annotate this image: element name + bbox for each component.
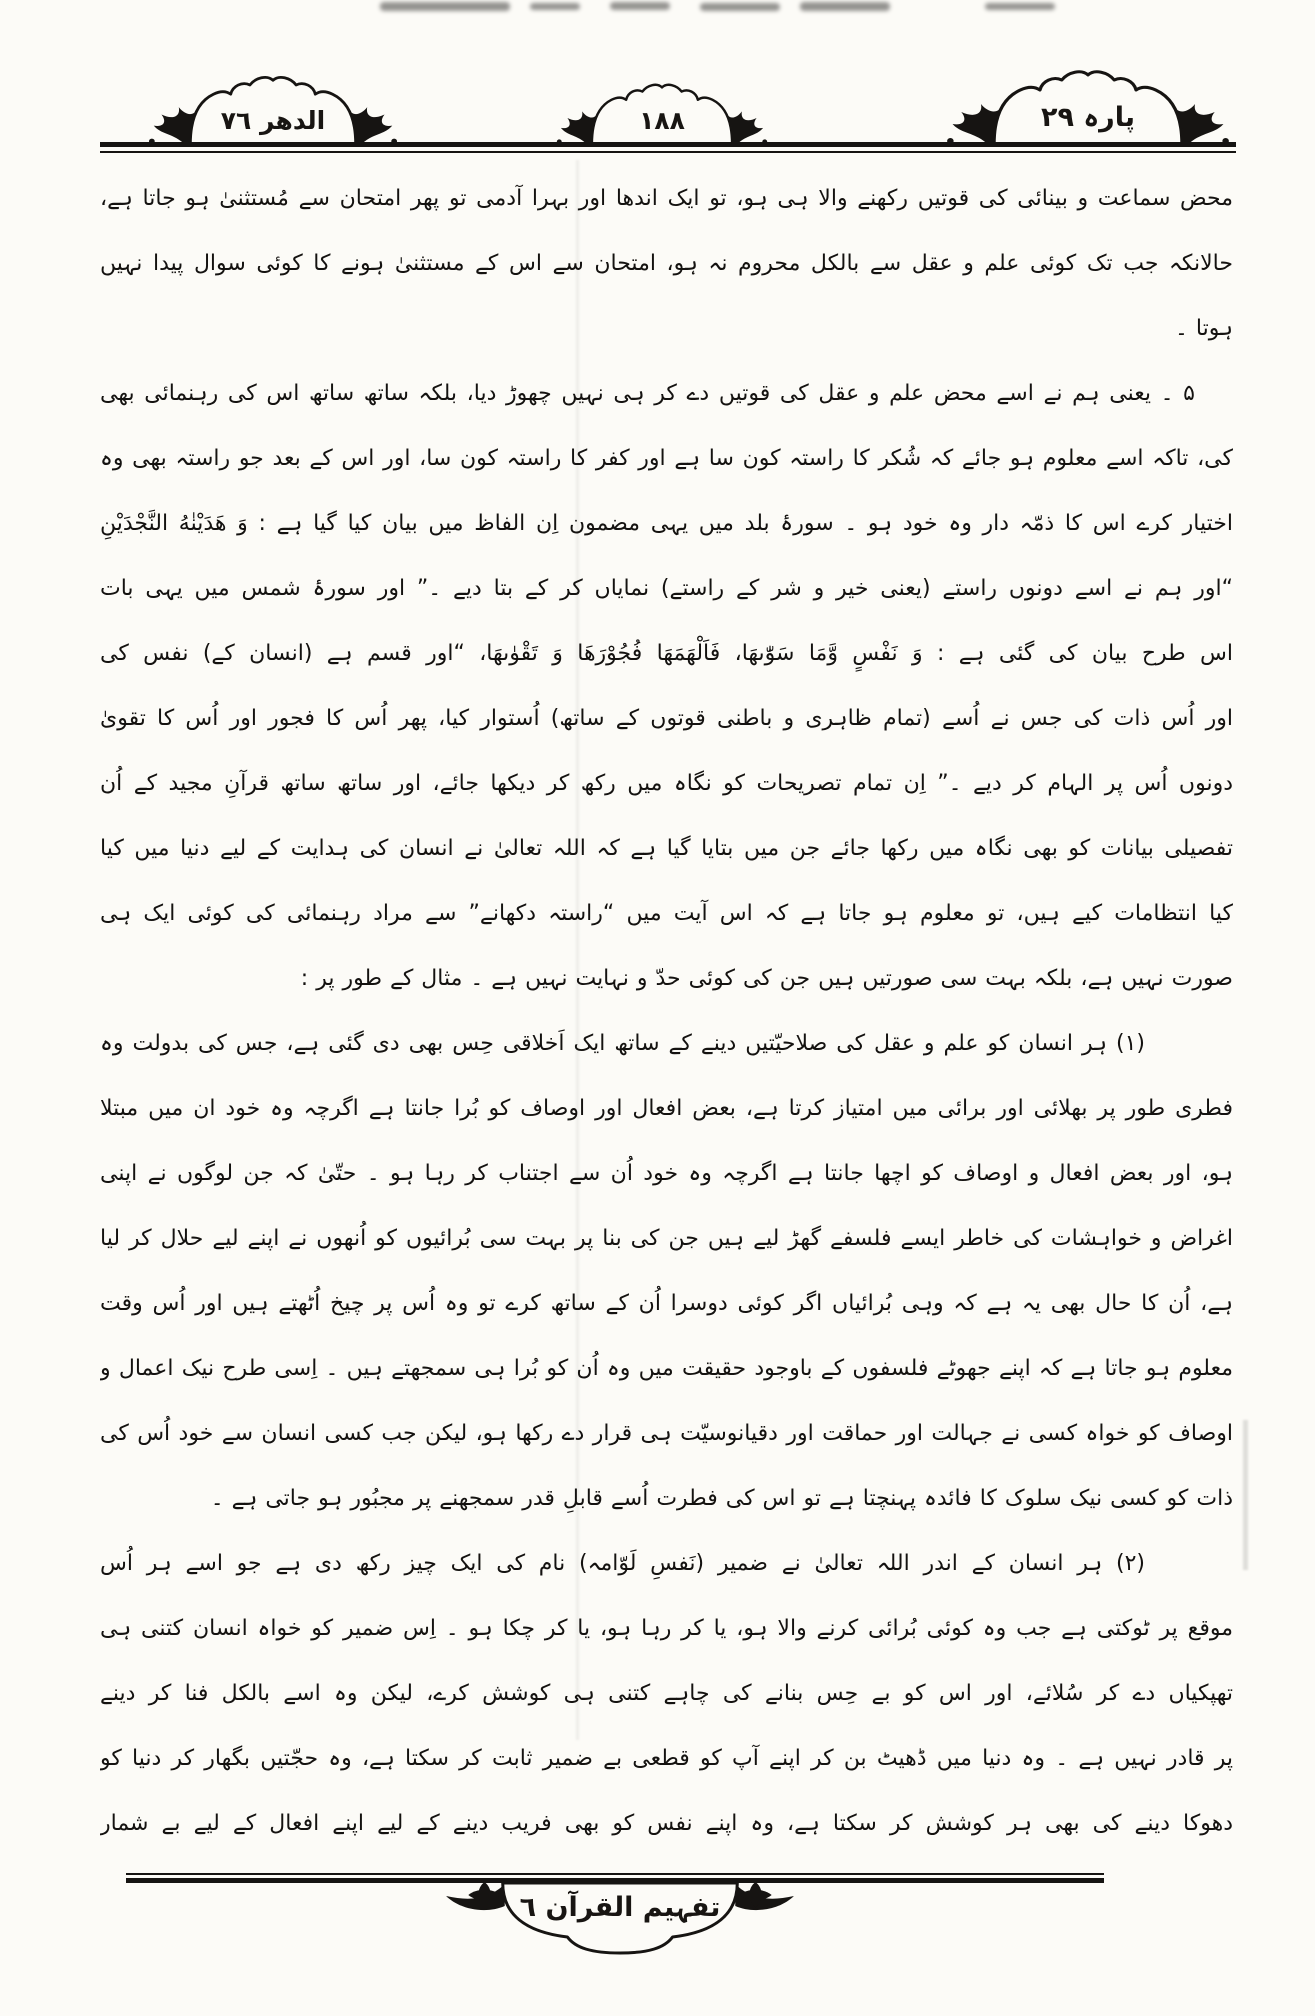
surah-name-label: الدهر ٧٦ bbox=[220, 106, 326, 135]
text-line: “اور ہم نے اسے دونوں راستے (یعنی خیر و شر کے راستے) نمایاں کر کے بتا دیے ۔” اور سورۂ شمس میں یہی بات bbox=[100, 576, 1233, 601]
text-line: اختیار کرے اس کا ذمّہ دار وہ خود ہو ۔ سورۂ بلد میں یہی مضمون اِن الفاظ میں بیان کیا گیا ہے : وَ هَدَيْنٰهُ النَّجْدَيْنِ bbox=[100, 511, 1233, 536]
scan-artifact bbox=[380, 2, 510, 11]
text-line: صورت نہیں ہے، بلکہ بہت سی صورتیں ہیں جن کی کوئی حدّ و نہایت نہیں ہے ۔ مثال کے طور پر : bbox=[300, 966, 1233, 991]
text-line: ۵ ۔ یعنی ہم نے اسے محض علم و عقل کی قوتیں دے کر ہی نہیں چھوڑ دیا، بلکہ ساتھ ساتھ اس کی رہنمائی بھی bbox=[100, 381, 1195, 406]
text-line: پر قادر نہیں ہے ۔ وہ دنیا میں ڈھیٹ بن کر اپنے آپ کو قطعی بے ضمیر ثابت کر سکتا ہے، وہ حجّتیں بگھار کر دنیا کو bbox=[100, 1746, 1233, 1771]
text-line: دونوں اُس پر الہام کر دیے ۔” اِن تمام تصریحات کو نگاہ میں رکھ کر دیکھا جائے، اور ساتھ ساتھ قرآنِ مجید کے اُن bbox=[100, 771, 1233, 796]
text-line: کیا انتظامات کیے ہیں، تو معلوم ہو جاتا ہے کہ اس آیت میں “راستہ دکھانے” سے مراد رہنمائی کی کوئی ایک ہی bbox=[100, 901, 1233, 926]
header-ornament-para bbox=[946, 66, 1230, 146]
scan-artifact bbox=[985, 3, 1055, 10]
text-line: اس طرح بیان کی گئی ہے : وَ نَفْسٍ وَّمَا سَوّٰىهَا، فَاَلْهَمَهَا فُجُوْرَهَا وَ تَقْوٰىهَا، “اور قسم ہے (انسان کے) نفس کی bbox=[100, 641, 1233, 666]
text-line: فطری طور پر بھلائی اور برائی میں امتیاز کرتا ہے، بعض افعال اور اوصاف کو بُرا جانتا ہے اگرچہ وہ خود ان میں مبتلا bbox=[100, 1096, 1233, 1121]
text-line: ہوتا ۔ bbox=[1175, 316, 1233, 341]
text-line: اغراض و خواہشات کی خاطر ایسے فلسفے گھڑ لیے ہیں جن کی بنا پر بہت سی بُرائیوں کو اُنھوں نے اپنے لیے حلال کر لیا bbox=[100, 1226, 1233, 1251]
text-line: اور اُس ذات کی جس نے اُسے (تمام ظاہری و باطنی قوتوں کے ساتھ) اُستوار کیا، پھر اُس کا فجور اور اُس کا تقویٰ bbox=[100, 706, 1233, 731]
scan-edge-mark bbox=[1243, 1420, 1248, 1570]
text-line: ہو، اور بعض افعال و اوصاف کو اچھا جانتا ہے اگرچہ وہ خود اُن سے اجتناب کر رہا ہو ۔ حتّیٰ کہ جن لوگوں نے اپنی bbox=[100, 1161, 1233, 1186]
text-line: اوصاف کو خواہ کسی نے جہالت اور حماقت اور دقیانوسیّت ہی قرار دے رکھا ہو، لیکن جب کسی انسان سے خود اُس کی bbox=[100, 1421, 1233, 1446]
text-line: دھوکا دینے کی بھی ہر کوشش کر سکتا ہے، وہ اپنے نفس کو بھی فریب دینے کے لیے اپنے افعال کے لیے بے شمار bbox=[100, 1811, 1233, 1836]
header-rule-thick bbox=[100, 142, 1236, 147]
para-number-label: پارہ ۲۹ bbox=[1040, 102, 1135, 133]
text-line: محض سماعت و بینائی کی قوتیں رکھنے والا ہی ہو، تو ایک اندھا اور بہرا آدمی تو پھر امتحان سے مُستثنیٰ ہو جاتا ہے، bbox=[100, 186, 1233, 211]
text-line: ہے، اُن کا حال بھی یہ ہے کہ وہی بُرائیاں اگر کوئی دوسرا اُن کے ساتھ کرے تو وہ اُس پر چیخ اُٹھتے ہیں اور اُس وقت bbox=[100, 1291, 1233, 1316]
scan-artifact bbox=[530, 3, 580, 10]
text-line: کی، تاکہ اسے معلوم ہو جائے کہ شُکر کا راستہ کون سا ہے اور کفر کا راستہ کون سا، اور اس کے بعد جو راستہ بھی وہ bbox=[100, 446, 1233, 471]
footer-ornament-book-title bbox=[438, 1880, 802, 1968]
text-line: (۲) ہر انسان کے اندر اللہ تعالیٰ نے ضمیر (نَفسِ لَوّامہ) نام کی ایک چیز رکھ دی ہے جو اسے ہر اُس bbox=[100, 1551, 1145, 1576]
book-title-label: تفہیم القرآن ٦ bbox=[519, 1892, 721, 1923]
text-line: موقع پر ٹوکتی ہے جب وہ کوئی بُرائی کرنے والا ہو، یا کر رہا ہو، یا کر چکا ہو ۔ اِس ضمیر کو خواہ انسان کتنی ہی bbox=[100, 1616, 1233, 1641]
scan-artifact bbox=[800, 2, 890, 11]
body-text bbox=[100, 166, 1233, 1856]
header-ornament-page-number bbox=[556, 80, 768, 146]
scan-artifact bbox=[610, 2, 670, 10]
text-line: تفصیلی بیانات کو بھی نگاہ میں رکھا جائے جن میں بتایا گیا ہے کہ اللہ تعالیٰ نے انسان کی ہدایت کے لیے دنیا میں کیا bbox=[100, 836, 1233, 861]
header-rule-thin bbox=[100, 151, 1236, 153]
header-ornament-surah bbox=[148, 72, 398, 146]
text-line: حالانکہ جب تک کوئی علم و عقل سے بالکل محروم نہ ہو، امتحان سے اس کے مستثنیٰ ہونے کا کوئی سوال پیدا نہیں bbox=[100, 251, 1233, 276]
page-number-label: ۱۸۸ bbox=[639, 106, 685, 135]
text-line: تھپکیاں دے کر سُلائے، اور اس کو بے حِس بنانے کی چاہے کتنی ہی کوشش کرے، لیکن وہ اسے بالکل فنا کر دینے bbox=[100, 1681, 1233, 1706]
footer-rule-thin bbox=[126, 1873, 1104, 1875]
scan-artifact bbox=[700, 3, 780, 11]
text-line: ذات کو کسی نیک سلوک کا فائدہ پہنچتا ہے تو اس کی فطرت اُسے قابلِ قدر سمجھنے پر مجبُور ہو جاتی ہے ۔ bbox=[210, 1486, 1233, 1511]
text-line: معلوم ہو جاتا ہے کہ اپنے جھوٹے فلسفوں کے باوجود حقیقت میں وہ اُن کو بُرا ہی سمجھتے ہیں ۔ اِسی طرح نیک اعمال و bbox=[100, 1356, 1233, 1381]
text-line: (۱) ہر انسان کو علم و عقل کی صلاحیّتیں دینے کے ساتھ ایک اَخلاقی حِس بھی دی گئی ہے، جس کی بدولت وہ bbox=[100, 1031, 1145, 1056]
